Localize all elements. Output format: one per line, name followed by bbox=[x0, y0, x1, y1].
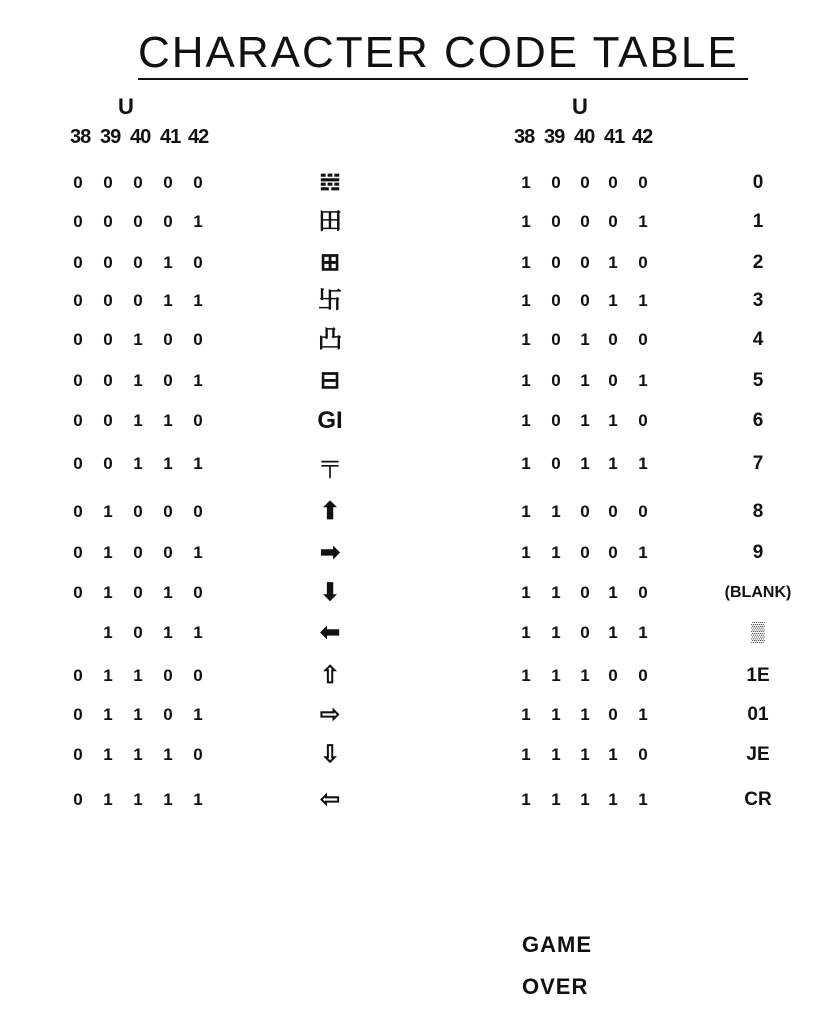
left-bit-cell: 0 bbox=[133, 212, 143, 231]
right-bit-cell: 0 bbox=[580, 543, 590, 562]
left-bit-cell: 0 bbox=[193, 173, 203, 192]
left-bit-cell: 0 bbox=[133, 502, 143, 521]
left-bit-cell: 1 bbox=[133, 745, 143, 764]
left-bit-cell: 0 bbox=[163, 666, 173, 685]
character-cell: 5 bbox=[752, 370, 764, 391]
right-bit-cell: 1 bbox=[608, 790, 618, 809]
footer-line-game: GAME bbox=[522, 932, 592, 957]
left-bit-cell: 0 bbox=[73, 454, 83, 473]
left-bit-cell: 0 bbox=[163, 330, 173, 349]
right-bit-cell: 0 bbox=[551, 291, 561, 310]
left-bit-cell: 1 bbox=[103, 666, 113, 685]
left-u-marker: U bbox=[118, 94, 134, 119]
left-bit-cell: 0 bbox=[103, 371, 113, 390]
right-bit-cell: 1 bbox=[608, 253, 618, 272]
right-bit-cell: 0 bbox=[580, 253, 590, 272]
right-bit-cell: 0 bbox=[608, 502, 618, 521]
left-bit-cell: 1 bbox=[193, 543, 203, 562]
right-bit-cell: 1 bbox=[521, 583, 531, 602]
left-bit-cell: 0 bbox=[163, 705, 173, 724]
table-row bbox=[0, 538, 819, 568]
footer-line-over: OVER bbox=[522, 974, 589, 999]
left-bit-cell: 0 bbox=[133, 543, 143, 562]
left-bit-cell: 0 bbox=[193, 253, 203, 272]
right-bit-cell: 0 bbox=[608, 173, 618, 192]
right-bit-cell: 1 bbox=[580, 411, 590, 430]
left-bit-cell: 1 bbox=[163, 253, 173, 272]
table-row bbox=[0, 700, 819, 730]
right-bit-cell: 0 bbox=[580, 623, 590, 642]
left-bit-cell: 0 bbox=[73, 705, 83, 724]
right-bit-cell: 0 bbox=[580, 502, 590, 521]
right-bit-cell: 1 bbox=[638, 291, 648, 310]
right-u-marker: U bbox=[572, 94, 588, 119]
left-bit-cell: 0 bbox=[73, 173, 83, 192]
game-glyph-cell: 卐 bbox=[318, 287, 342, 314]
right-bit-cell: 0 bbox=[638, 666, 648, 685]
character-cell: 4 bbox=[752, 329, 764, 350]
right-bit-cell: 1 bbox=[608, 623, 618, 642]
character-cell: 7 bbox=[752, 453, 764, 474]
right-bit-cell: 0 bbox=[638, 330, 648, 349]
left-header-42: 42 bbox=[188, 126, 209, 148]
left-header-38: 38 bbox=[70, 126, 91, 148]
character-cell: 3 bbox=[752, 290, 764, 311]
table-row bbox=[0, 785, 819, 815]
right-bit-cell: 0 bbox=[580, 212, 590, 231]
right-bit-cell: 1 bbox=[638, 371, 648, 390]
left-bit-cell: 0 bbox=[73, 253, 83, 272]
left-bit-cell: 1 bbox=[133, 371, 143, 390]
right-bit-cell: 0 bbox=[638, 173, 648, 192]
right-bit-cell: 0 bbox=[638, 502, 648, 521]
game-glyph-cell: ╤ bbox=[321, 450, 339, 477]
right-bit-cell: 1 bbox=[521, 411, 531, 430]
left-bit-cell: 0 bbox=[73, 502, 83, 521]
left-bit-cell: 0 bbox=[73, 745, 83, 764]
left-bit-cell: 1 bbox=[103, 583, 113, 602]
game-glyph-cell: ⊞ bbox=[319, 249, 341, 276]
character-cell: 01 bbox=[747, 704, 769, 725]
page-title: CHARACTER CODE TABLE bbox=[138, 28, 748, 80]
game-glyph-cell: 凸 bbox=[318, 326, 342, 353]
game-glyph-cell: 田 bbox=[318, 208, 342, 235]
right-bit-cell: 0 bbox=[608, 212, 618, 231]
left-bit-cell: 0 bbox=[103, 454, 113, 473]
right-header-39: 39 bbox=[544, 126, 565, 148]
left-bit-cell: 0 bbox=[193, 583, 203, 602]
right-bit-cell: 0 bbox=[551, 411, 561, 430]
left-bit-cell: 1 bbox=[133, 330, 143, 349]
game-glyph-cell: ⬅ bbox=[319, 619, 341, 646]
right-bit-cell: 1 bbox=[608, 454, 618, 473]
game-glyph-cell: ⇧ bbox=[319, 662, 341, 689]
left-bit-cell: 1 bbox=[133, 411, 143, 430]
right-header-40: 40 bbox=[574, 126, 595, 148]
character-cell: CR bbox=[744, 789, 772, 810]
right-bit-cell: 1 bbox=[608, 583, 618, 602]
left-bit-cell: 1 bbox=[193, 371, 203, 390]
left-bit-cell: 1 bbox=[193, 623, 203, 642]
character-cell: (BLANK) bbox=[724, 584, 792, 601]
character-cell: 9 bbox=[752, 542, 764, 563]
left-bit-cell: 0 bbox=[73, 666, 83, 685]
right-bit-cell: 1 bbox=[580, 454, 590, 473]
game-glyph-cell: ⊟ bbox=[319, 367, 341, 394]
right-header-41: 41 bbox=[604, 126, 625, 148]
table-row bbox=[0, 286, 819, 316]
table-row bbox=[0, 325, 819, 355]
game-glyph-cell: ➡ bbox=[319, 539, 341, 566]
right-bit-cell: 1 bbox=[521, 543, 531, 562]
character-cell: 6 bbox=[752, 410, 764, 431]
game-glyph-cell: ⇩ bbox=[319, 741, 341, 768]
table-row bbox=[0, 449, 819, 479]
right-bit-cell: 1 bbox=[521, 666, 531, 685]
right-bit-cell: 1 bbox=[580, 371, 590, 390]
left-bit-cell: 0 bbox=[133, 291, 143, 310]
right-bit-cell: 1 bbox=[638, 705, 648, 724]
right-bit-cell: 1 bbox=[551, 666, 561, 685]
right-bit-cell: 0 bbox=[608, 371, 618, 390]
table-row bbox=[0, 248, 819, 278]
game-glyph-cell: 𝍃 bbox=[319, 169, 341, 196]
right-bit-cell: 1 bbox=[608, 411, 618, 430]
left-bit-cell: 1 bbox=[163, 291, 173, 310]
character-cell: 1E bbox=[746, 665, 770, 686]
right-bit-cell: 0 bbox=[551, 371, 561, 390]
left-bit-cell: 0 bbox=[73, 411, 83, 430]
left-bit-cell: 0 bbox=[73, 790, 83, 809]
right-bit-cell: 1 bbox=[521, 212, 531, 231]
right-bit-cell: 1 bbox=[551, 502, 561, 521]
left-bit-cell: 0 bbox=[133, 253, 143, 272]
left-bit-cell: 0 bbox=[73, 212, 83, 231]
left-bit-cell: 0 bbox=[103, 253, 113, 272]
table-row bbox=[0, 366, 819, 396]
right-bit-cell: 1 bbox=[580, 790, 590, 809]
table-row bbox=[0, 168, 819, 198]
character-cell: 8 bbox=[752, 501, 764, 522]
right-bit-cell: 1 bbox=[551, 583, 561, 602]
left-bit-cell: 0 bbox=[103, 411, 113, 430]
right-header-42: 42 bbox=[632, 126, 653, 148]
right-bit-cell: 0 bbox=[638, 253, 648, 272]
right-bit-cell: 1 bbox=[521, 291, 531, 310]
left-bit-cell: 0 bbox=[163, 543, 173, 562]
right-bit-cell: 0 bbox=[580, 583, 590, 602]
left-bit-cell: 1 bbox=[193, 454, 203, 473]
left-bit-cell: 1 bbox=[163, 623, 173, 642]
right-bit-cell: 0 bbox=[638, 411, 648, 430]
right-bit-cell: 0 bbox=[608, 705, 618, 724]
game-glyph-cell: GI bbox=[317, 407, 343, 434]
right-bit-cell: 1 bbox=[580, 330, 590, 349]
right-bit-cell: 1 bbox=[521, 371, 531, 390]
left-bit-cell: 1 bbox=[193, 212, 203, 231]
left-bit-cell: 0 bbox=[133, 583, 143, 602]
left-bit-cell: 0 bbox=[133, 623, 143, 642]
table-row bbox=[0, 497, 819, 527]
right-bit-cell: 1 bbox=[521, 790, 531, 809]
right-bit-cell: 1 bbox=[551, 543, 561, 562]
game-glyph-cell: ⇨ bbox=[319, 701, 341, 728]
right-bit-cell: 1 bbox=[638, 623, 648, 642]
right-bit-cell: 0 bbox=[608, 330, 618, 349]
game-glyph-cell: ⇦ bbox=[319, 786, 341, 813]
left-bit-cell: 0 bbox=[103, 173, 113, 192]
left-bit-cell: 0 bbox=[73, 330, 83, 349]
right-bit-cell: 0 bbox=[608, 543, 618, 562]
right-bit-cell: 0 bbox=[580, 291, 590, 310]
right-bit-cell: 0 bbox=[580, 173, 590, 192]
left-bit-cell: 0 bbox=[103, 330, 113, 349]
table-row bbox=[0, 578, 819, 608]
left-bit-cell: 1 bbox=[103, 502, 113, 521]
table-row bbox=[0, 661, 819, 691]
character-cell: 2 bbox=[752, 252, 764, 273]
right-bit-cell: 1 bbox=[521, 502, 531, 521]
character-cell: ▒ bbox=[751, 622, 765, 643]
right-bit-cell: 1 bbox=[551, 705, 561, 724]
left-bit-cell: 0 bbox=[73, 543, 83, 562]
left-bit-cell: 0 bbox=[103, 291, 113, 310]
left-bit-cell: 0 bbox=[193, 330, 203, 349]
right-bit-cell: 0 bbox=[638, 583, 648, 602]
left-bit-cell: 1 bbox=[163, 454, 173, 473]
right-bit-cell: 1 bbox=[551, 623, 561, 642]
left-bit-cell: 1 bbox=[193, 705, 203, 724]
right-bit-cell: 0 bbox=[551, 212, 561, 231]
right-bit-cell: 1 bbox=[638, 543, 648, 562]
left-bit-cell: 0 bbox=[193, 411, 203, 430]
left-bit-cell: 0 bbox=[73, 291, 83, 310]
left-header-41: 41 bbox=[160, 126, 181, 148]
left-bit-cell: 0 bbox=[163, 502, 173, 521]
left-bit-cell: 1 bbox=[103, 543, 113, 562]
left-bit-cell: 0 bbox=[163, 173, 173, 192]
left-bit-cell: 0 bbox=[73, 583, 83, 602]
right-bit-cell: 1 bbox=[580, 666, 590, 685]
right-bit-cell: 1 bbox=[521, 705, 531, 724]
right-bit-cell: 0 bbox=[551, 454, 561, 473]
right-bit-cell: 1 bbox=[638, 790, 648, 809]
right-bit-cell: 1 bbox=[521, 173, 531, 192]
right-bit-cell: 1 bbox=[580, 745, 590, 764]
right-header-38: 38 bbox=[514, 126, 535, 148]
table-row bbox=[0, 740, 819, 770]
character-cell: JE bbox=[746, 744, 770, 765]
character-cell: 1 bbox=[752, 211, 764, 232]
right-bit-cell: 1 bbox=[608, 291, 618, 310]
left-bit-cell: 1 bbox=[163, 790, 173, 809]
table-row bbox=[0, 406, 819, 436]
right-bit-cell: 1 bbox=[638, 212, 648, 231]
left-bit-cell: 1 bbox=[193, 291, 203, 310]
table-row bbox=[0, 618, 819, 648]
left-bit-cell: 0 bbox=[193, 745, 203, 764]
right-bit-cell: 0 bbox=[638, 745, 648, 764]
left-bit-cell: 1 bbox=[133, 705, 143, 724]
right-bit-cell: 1 bbox=[521, 253, 531, 272]
left-bit-cell: 1 bbox=[163, 411, 173, 430]
right-bit-cell: 1 bbox=[521, 330, 531, 349]
right-bit-cell: 0 bbox=[551, 253, 561, 272]
left-bit-cell: 1 bbox=[103, 745, 113, 764]
right-bit-cell: 0 bbox=[551, 173, 561, 192]
left-bit-cell: 0 bbox=[73, 371, 83, 390]
right-bit-cell: 1 bbox=[638, 454, 648, 473]
left-bit-cell: 0 bbox=[133, 173, 143, 192]
left-bit-cell: 0 bbox=[193, 666, 203, 685]
left-bit-cell: 0 bbox=[163, 371, 173, 390]
right-bit-cell: 1 bbox=[521, 623, 531, 642]
table-row bbox=[0, 207, 819, 237]
character-cell: 0 bbox=[752, 172, 764, 193]
left-bit-cell: 0 bbox=[103, 212, 113, 231]
left-bit-cell: 0 bbox=[193, 502, 203, 521]
right-bit-cell: 1 bbox=[580, 705, 590, 724]
left-bit-cell: 1 bbox=[163, 583, 173, 602]
left-bit-cell: 1 bbox=[133, 454, 143, 473]
right-bit-cell: 0 bbox=[551, 330, 561, 349]
left-header-40: 40 bbox=[130, 126, 151, 148]
left-bit-cell: 1 bbox=[193, 790, 203, 809]
right-bit-cell: 1 bbox=[551, 790, 561, 809]
left-bit-cell: 1 bbox=[103, 705, 113, 724]
left-bit-cell: 1 bbox=[103, 790, 113, 809]
game-glyph-cell: ⬇ bbox=[319, 579, 341, 606]
right-bit-cell: 1 bbox=[521, 454, 531, 473]
game-glyph-cell: ⬆ bbox=[319, 498, 341, 525]
left-bit-cell: 1 bbox=[103, 623, 113, 642]
left-header-39: 39 bbox=[100, 126, 121, 148]
right-bit-cell: 0 bbox=[608, 666, 618, 685]
left-bit-cell: 1 bbox=[133, 790, 143, 809]
right-bit-cell: 1 bbox=[551, 745, 561, 764]
right-bit-cell: 1 bbox=[521, 745, 531, 764]
right-bit-cell: 1 bbox=[608, 745, 618, 764]
left-bit-cell: 0 bbox=[163, 212, 173, 231]
left-bit-cell: 1 bbox=[163, 745, 173, 764]
left-bit-cell: 1 bbox=[133, 666, 143, 685]
